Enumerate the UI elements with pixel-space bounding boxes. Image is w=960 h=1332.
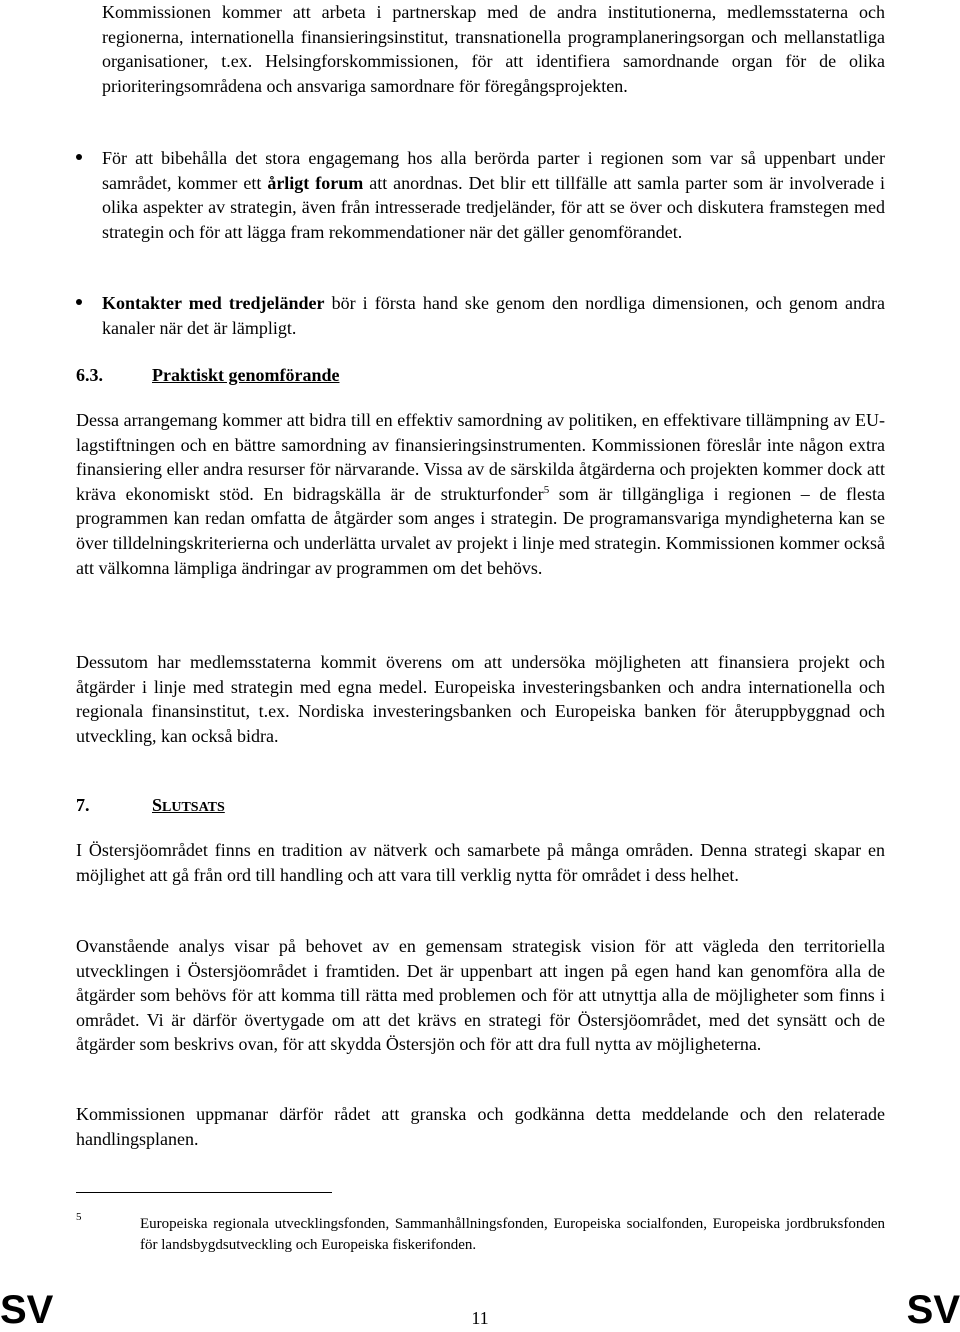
page-number: 11 xyxy=(471,1308,489,1328)
para63a-text-pre: Dessa arrangemang kommer att bidra till en effektiv samordning av politiken, en effektivare tillämpning av EU-lagstiftningen och en bättre samordning av finansieringsinstrumenten. Kommissionen föreslår inte någon extra finansiering eller andra resurser för närvarande. Vissa av de särskilda åtgärderna och projekten kommer dock att kräva ekonomiskt stöd. En bidragskälla är de strukturfonder xyxy=(76,410,885,504)
bullet1-bold: årligt forum xyxy=(267,172,364,193)
section-6-3-title: Praktiskt genomförande xyxy=(152,365,340,385)
language-code-left: SV xyxy=(0,1288,54,1332)
section-6-3-number: 6.3. xyxy=(76,365,103,385)
bullet-annual-forum xyxy=(102,146,885,244)
footnote-number: 5 xyxy=(76,1211,82,1223)
bullet-third-countries xyxy=(102,291,885,340)
footnote-text: Europeiska regionala utvecklingsfonden, Sammanhållningsfonden, Europeiska socialfonden, Europeiska jordbruksfonden för landsbygdsutveckling och Europeiska fiskerifonden. xyxy=(140,1216,885,1253)
paragraph-partnership: Kommissionen kommer att arbeta i partnerskap med de andra institutionerna, medlemsstaterna och regionerna, internationella finansieringsinstitut, transnationella programplaneringsorgan och mellanstatliga organisationer, t.ex. Helsingforskommissionen, för att identifiera samordnande organ för de olika prioriteringsområdena och ansvariga samordnare för föregångsprojekten. xyxy=(102,2,885,96)
section-7-number: 7. xyxy=(76,795,90,815)
footnote-reference: 5 xyxy=(543,483,550,496)
bullet2-bold: Kontakter med tredjeländer xyxy=(102,293,325,313)
paragraph-council-invitation: Kommissionen uppmanar därför rådet att granska och godkänna detta meddelande och den relaterade handlingsplanen. xyxy=(76,1104,885,1149)
bullet1-text-post: att anordnas. Det blir ett tillfälle att samla parter som är involverade i olika aspekter av strategin, även från intresserade tredjeländer, för att se över och diskutera framstegen med strategin och för att lägga fram rekommendationer när det gäller genomförandet. xyxy=(102,172,885,242)
paragraph-practical-implementation xyxy=(76,408,885,580)
footnote-divider xyxy=(76,1192,332,1193)
bullet1-text-pre: För att bibehålla det stora engagemang hos alla berörda parter i regionen som var så uppenbart under samrådet, kommer ett xyxy=(102,148,885,193)
language-code-right: SV xyxy=(906,1288,960,1332)
para63a-text-post: som är tillgängliga i regionen – de flesta programmen kan redan omfatta de åtgärder som anges i strategin. De programansvariga myndigheterna kan se över tilldelningskriterierna och underlätta urvalet av projekt i linje med strategin. Kommissionen kommer också att välkomna lämpliga ändringar av programmen om det behövs. xyxy=(76,483,886,578)
paragraph-analysis: Ovanstående analys visar på behovet av en gemensam strategisk vision för att vägleda den territoriella utvecklingen i Östersjöområdet i framtiden. Det är uppenbart att ingen på egen hand kan genomföra alla de åtgärder som behövs för att komma till rätta med problemen och för att utnyttja alla de möjligheter som finns i området. Vi är därför övertygade om att det krävs en strategi för Östersjöområdet, med det synsätt och de åtgärder som beskrivs ovan, för att skydda Östersjön och för att dra full nytta av möjligheterna. xyxy=(76,936,885,1055)
paragraph-member-states-financing: Dessutom har medlemsstaterna kommit överens om att undersöka möjligheten att finansiera projekt och åtgärder i linje med strategin med egna medel. Europeiska investeringsbanken och andra internationella och regionala finansinstitut, t.ex. Nordiska investeringsbanken och Europeiska banken för återuppbyggnad och utveckling, kan också bidra. xyxy=(76,652,885,746)
bullet-icon xyxy=(76,154,86,164)
bullet2-text-post: bör i första hand ske genom den nordliga dimensionen, och genom andra kanaler när det är lämpligt. xyxy=(102,293,885,338)
paragraph-tradition: I Östersjöområdet finns en tradition av nätverk och samarbete på många områden. Denna strategi skapar en möjlighet att gå från ord till handling och att vara till verklig nytta för området i dess helhet. xyxy=(76,840,885,885)
section-7-title: SLUTSATS xyxy=(152,795,225,815)
bullet-icon xyxy=(76,299,86,309)
